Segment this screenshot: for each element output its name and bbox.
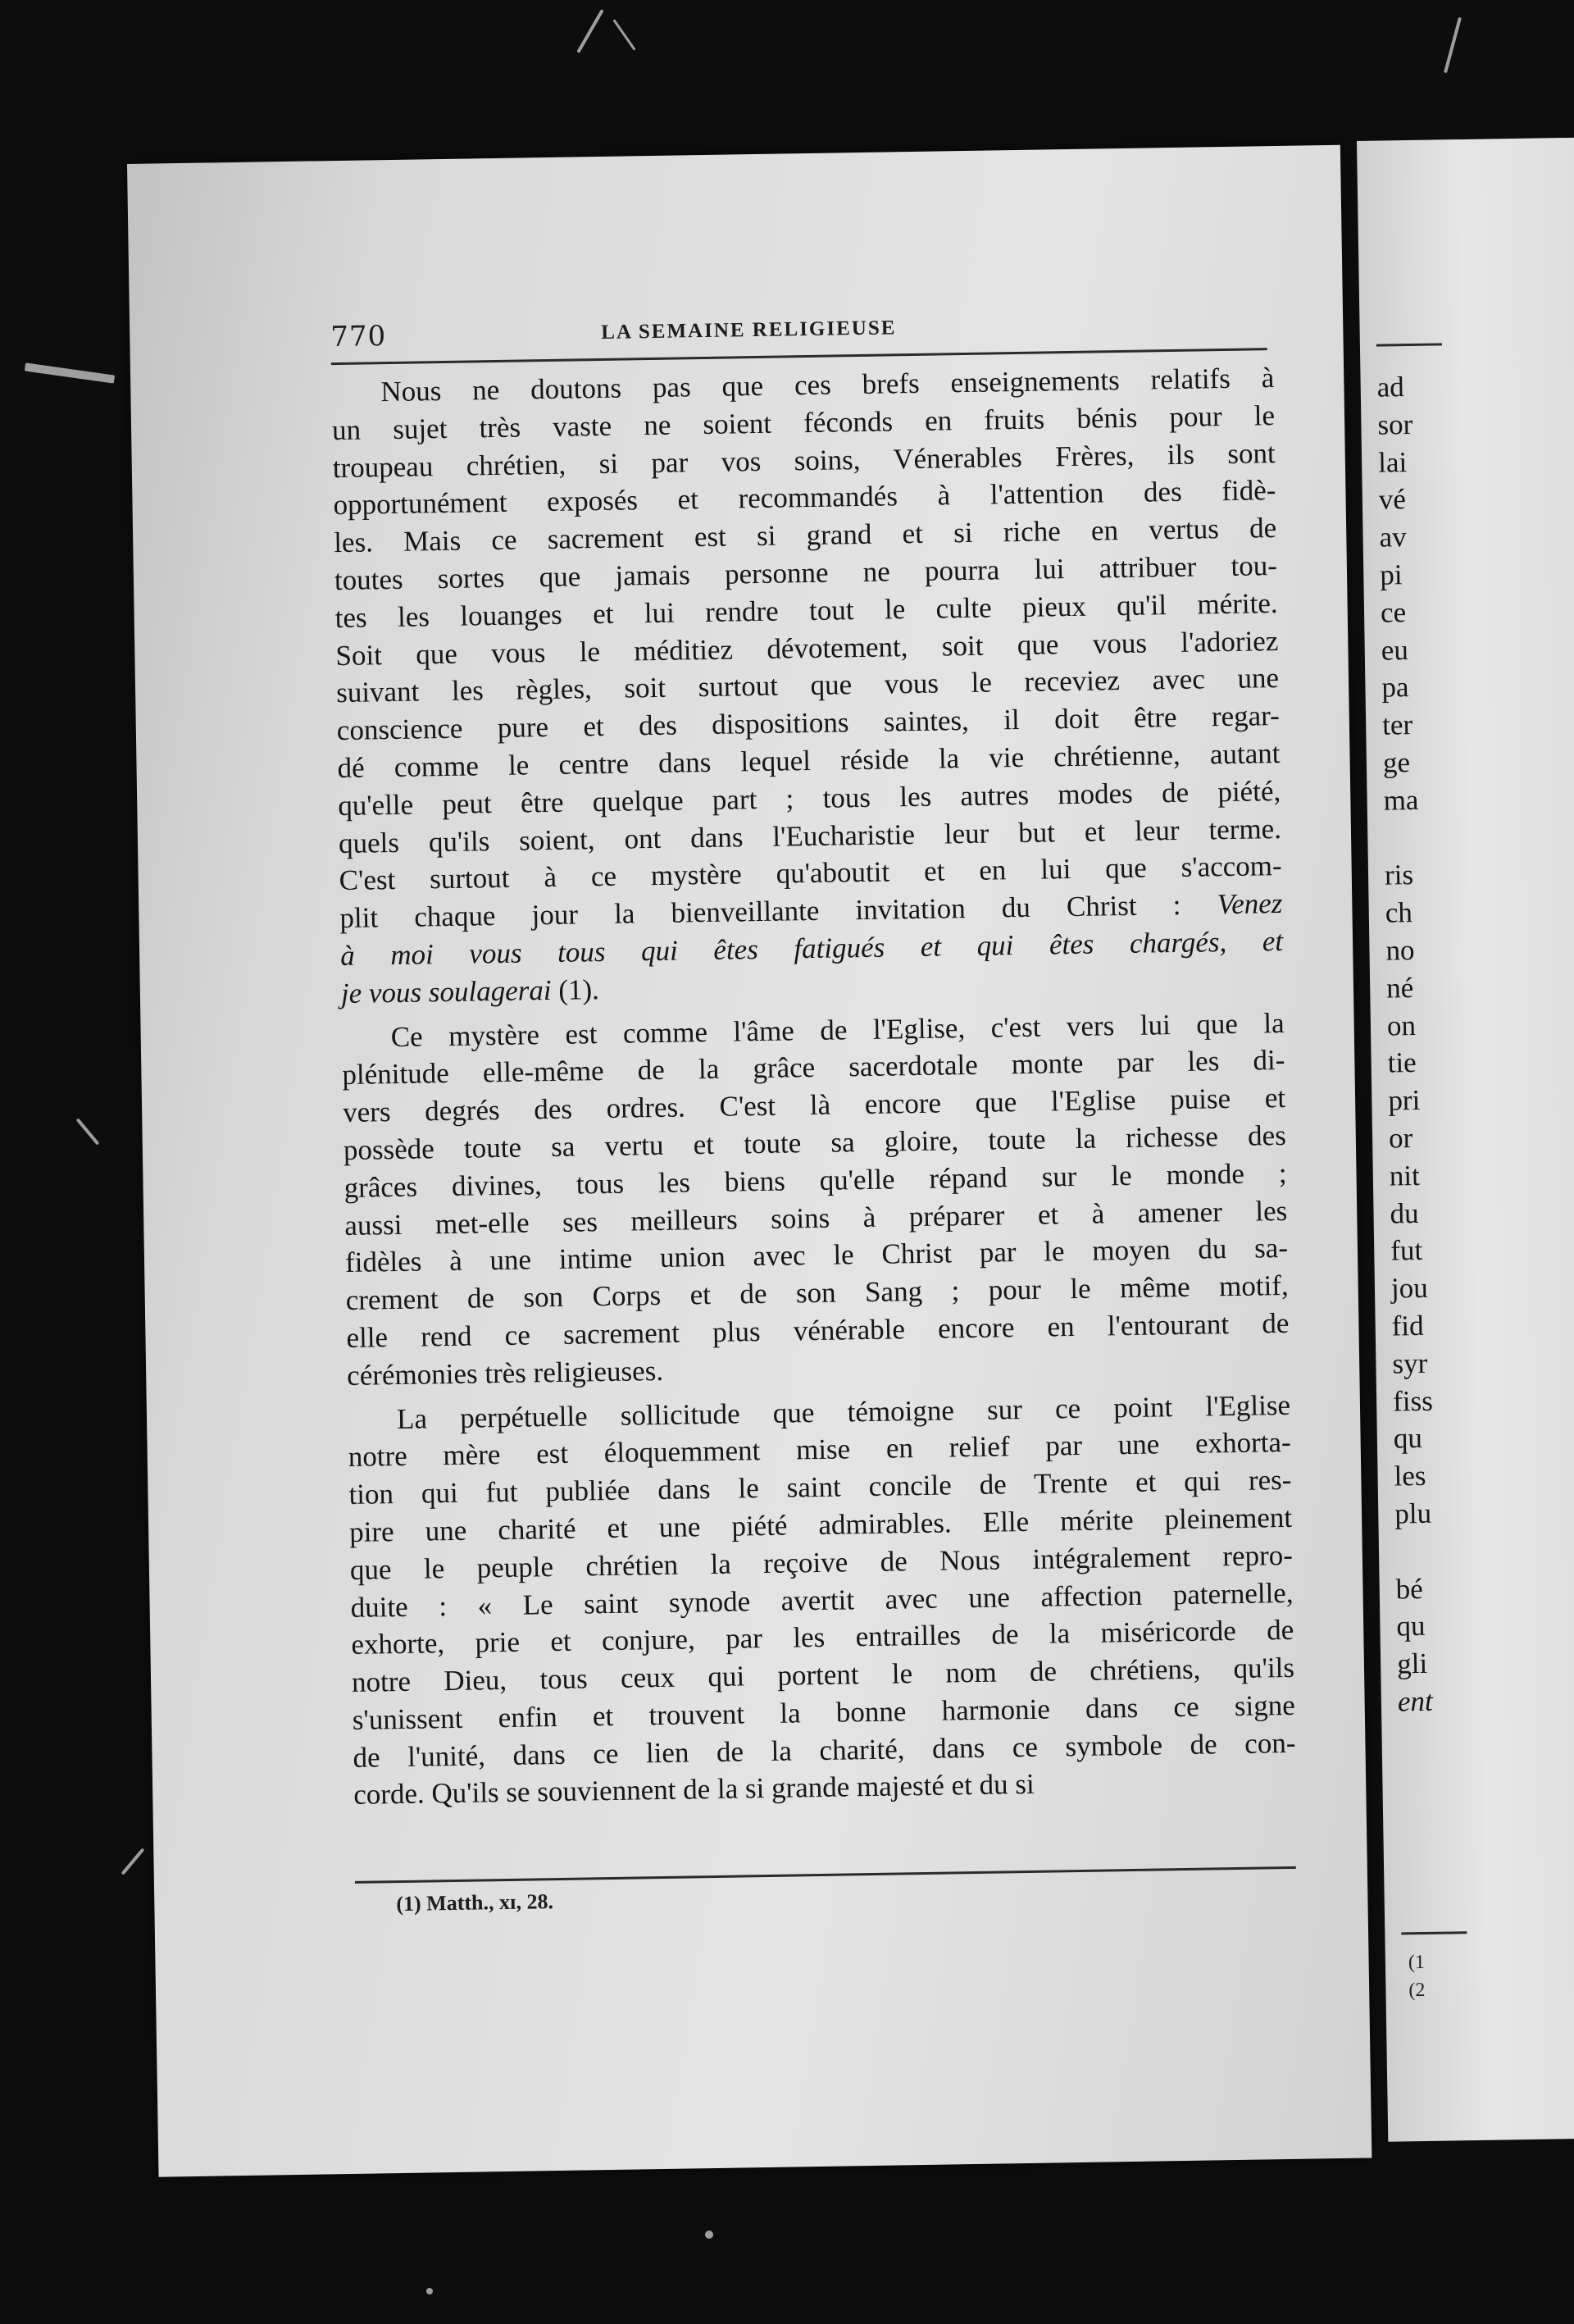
text-line: de l'unité, dans ce lien de la charité, dans ce symbole de con-	[353, 1726, 1296, 1774]
text-line: elle rend ce sacrement plus vénérable encore en l'entourant de	[346, 1306, 1290, 1354]
right-text-fragment: fid	[1391, 1309, 1424, 1342]
right-text-fragment: nit	[1389, 1159, 1421, 1192]
right-text-fragment: ge	[1382, 746, 1411, 779]
text-line: La perpétuelle sollicitude que témoigne sur ce point l'Eglise	[396, 1388, 1291, 1435]
running-title: LA SEMAINE RELIGIEUSE	[601, 317, 897, 344]
right-footnote-fragment: (1	[1408, 1951, 1426, 1974]
right-text-fragment: qu	[1396, 1610, 1426, 1643]
text-line: troupeau chrétien, si par vos soins, Vénerables Frères, ils sont	[332, 436, 1276, 484]
footnote-ref: (1).	[551, 973, 600, 1006]
right-text-fragment: fut	[1390, 1234, 1423, 1267]
text-line: les. Mais ce sacrement est si grand et si riche en vertus de	[333, 512, 1277, 559]
paragraph	[341, 1005, 1290, 1395]
quote-end: je vous soulagerai	[340, 973, 552, 1009]
page-number: 770	[330, 320, 387, 354]
text-line: plénitude elle-même de la grâce sacerdotale monte par les di-	[342, 1044, 1285, 1091]
text-line: Nous ne doutons pas que ces brefs enseignements relatifs à	[380, 362, 1275, 408]
text-line: notre Dieu, tous ceux qui portent le nom de chrétiens, qu'ils	[351, 1651, 1295, 1699]
text-line: à moi vous tous qui êtes fatigués et qui êtes chargés, et	[339, 924, 1284, 972]
text-line: fidèles à une intime union avec le Christ par le moyen du sa-	[344, 1232, 1289, 1279]
right-text-fragment: no	[1385, 933, 1415, 967]
right-text-fragment: jou	[1390, 1271, 1429, 1305]
text-line: conscience pure et des dispositions saintes, il doit être regar-	[336, 699, 1281, 747]
right-text-fragment: né	[1385, 971, 1414, 1005]
right-text-fragment: tie	[1387, 1046, 1417, 1079]
right-text-fragment: gli	[1396, 1647, 1428, 1680]
text-line: grâces divines, tous les biens qu'elle répand sur le monde ;	[343, 1156, 1287, 1204]
text-line: duite : « Le saint synode avertit avec une affection paternelle,	[350, 1576, 1294, 1624]
text-line: pire une charité et une piété admirables. Elle mérite pleinement	[348, 1501, 1293, 1548]
text-line: suivant les règles, soit surtout que vous le receviez avec une	[335, 662, 1280, 709]
right-text-fragment: on	[1386, 1009, 1417, 1042]
footnote-rule	[355, 1866, 1296, 1884]
right-text-fragment: ris	[1384, 859, 1414, 891]
right-text-fragment: ch	[1385, 896, 1413, 929]
text-line: Soit que vous le méditiez dévotement, soit que vous l'adoriez	[335, 624, 1279, 672]
right-text-fragment: plu	[1394, 1497, 1432, 1530]
text-line: tion qui fut publiée dans le saint concile de Trente et qui res-	[348, 1463, 1292, 1511]
body-text	[331, 359, 1296, 1814]
text-line: vers degrés des ordres. C'est là encore que l'Eglise puise et	[342, 1082, 1286, 1129]
right-text-fragment: fiss	[1392, 1384, 1434, 1418]
text-line: corde. Qu'ils se souviennent de la si grande majesté et du si	[353, 1768, 1035, 1811]
footnote: (1) Matth., xɪ, 28.	[396, 1889, 554, 1916]
right-text-fragment: les	[1394, 1459, 1426, 1492]
text-line: C'est surtout à ce mystère qu'aboutit et en lui que s'accom-	[339, 850, 1282, 897]
right-text-fragment: syr	[1392, 1347, 1428, 1380]
right-text-fragment: ent	[1397, 1684, 1433, 1718]
text-line: tes les louanges et lui rendre tout le culte pieux qu'il mérite.	[334, 586, 1278, 634]
text-line: dé comme le centre dans lequel réside la vie chrétienne, autant	[337, 736, 1281, 785]
text-line: s'unissent enfin et trouvent la bonne harmonie dans ce signe	[352, 1688, 1295, 1736]
right-text-fragment: ter	[1381, 709, 1413, 741]
text-line: notre mère est éloquemment mise en relief par une exhorta-	[348, 1426, 1291, 1474]
right-text-fragment: ad	[1376, 371, 1405, 403]
text-line: exhorte, prie et conjure, par les entrailles de la miséricorde de	[351, 1614, 1294, 1661]
paragraph	[331, 359, 1284, 1013]
right-text-fragment: ce	[1380, 595, 1407, 629]
line-text: plit chaque jour la bienveillante invitation du Christ :	[339, 888, 1217, 935]
right-text-fragment: bé	[1395, 1572, 1424, 1605]
right-text-fragment: lai	[1377, 445, 1408, 479]
text-line: possède toute sa vertu et toute sa gloire, toute la richesse des	[343, 1119, 1287, 1166]
text-line: aussi met-elle ses meilleurs soins à préparer et à amener les	[344, 1194, 1288, 1242]
text-line: toutes sortes que jamais personne ne pourra lui attribuer tou-	[334, 549, 1278, 597]
right-text-fragment: pi	[1380, 558, 1403, 591]
quote-start: Venez	[1217, 887, 1283, 921]
right-text-fragment: or	[1388, 1122, 1413, 1155]
text-line: quels qu'ils soient, ont dans l'Eucharistie leur but et leur terme.	[338, 812, 1282, 859]
paragraph	[348, 1386, 1297, 1814]
right-text-fragment: qu	[1393, 1422, 1423, 1455]
text-line: crement de son Corps et de son Sang ; pour le même motif,	[345, 1269, 1289, 1317]
right-text-fragment: eu	[1381, 633, 1409, 667]
text-line: cérémonies très religieuses.	[346, 1354, 664, 1392]
right-text-fragment: pri	[1388, 1084, 1421, 1117]
right-text-fragment: sor	[1377, 408, 1413, 441]
text-line: que le peuple chrétien la reçoive de Nous intégralement repro-	[349, 1538, 1294, 1586]
text-line: qu'elle peut être quelque part ; tous les autres modes de piété,	[338, 774, 1281, 822]
right-text-fragment: vé	[1378, 483, 1407, 517]
right-text-fragment: av	[1379, 521, 1407, 554]
right-text-fragment: ma	[1383, 783, 1419, 817]
right-text-fragment: pa	[1381, 671, 1409, 704]
text-line: un sujet très vaste ne soient féconds en fruits bénis pour le	[331, 399, 1276, 446]
text-line: opportunément exposés et recommandés à l'attention des fidè-	[333, 474, 1276, 522]
right-footnote-fragment: (2	[1408, 1979, 1426, 2002]
right-text-fragment: du	[1390, 1196, 1419, 1230]
text-line: Ce mystère est comme l'âme de l'Eglise, c'est vers lui que la	[390, 1006, 1285, 1053]
